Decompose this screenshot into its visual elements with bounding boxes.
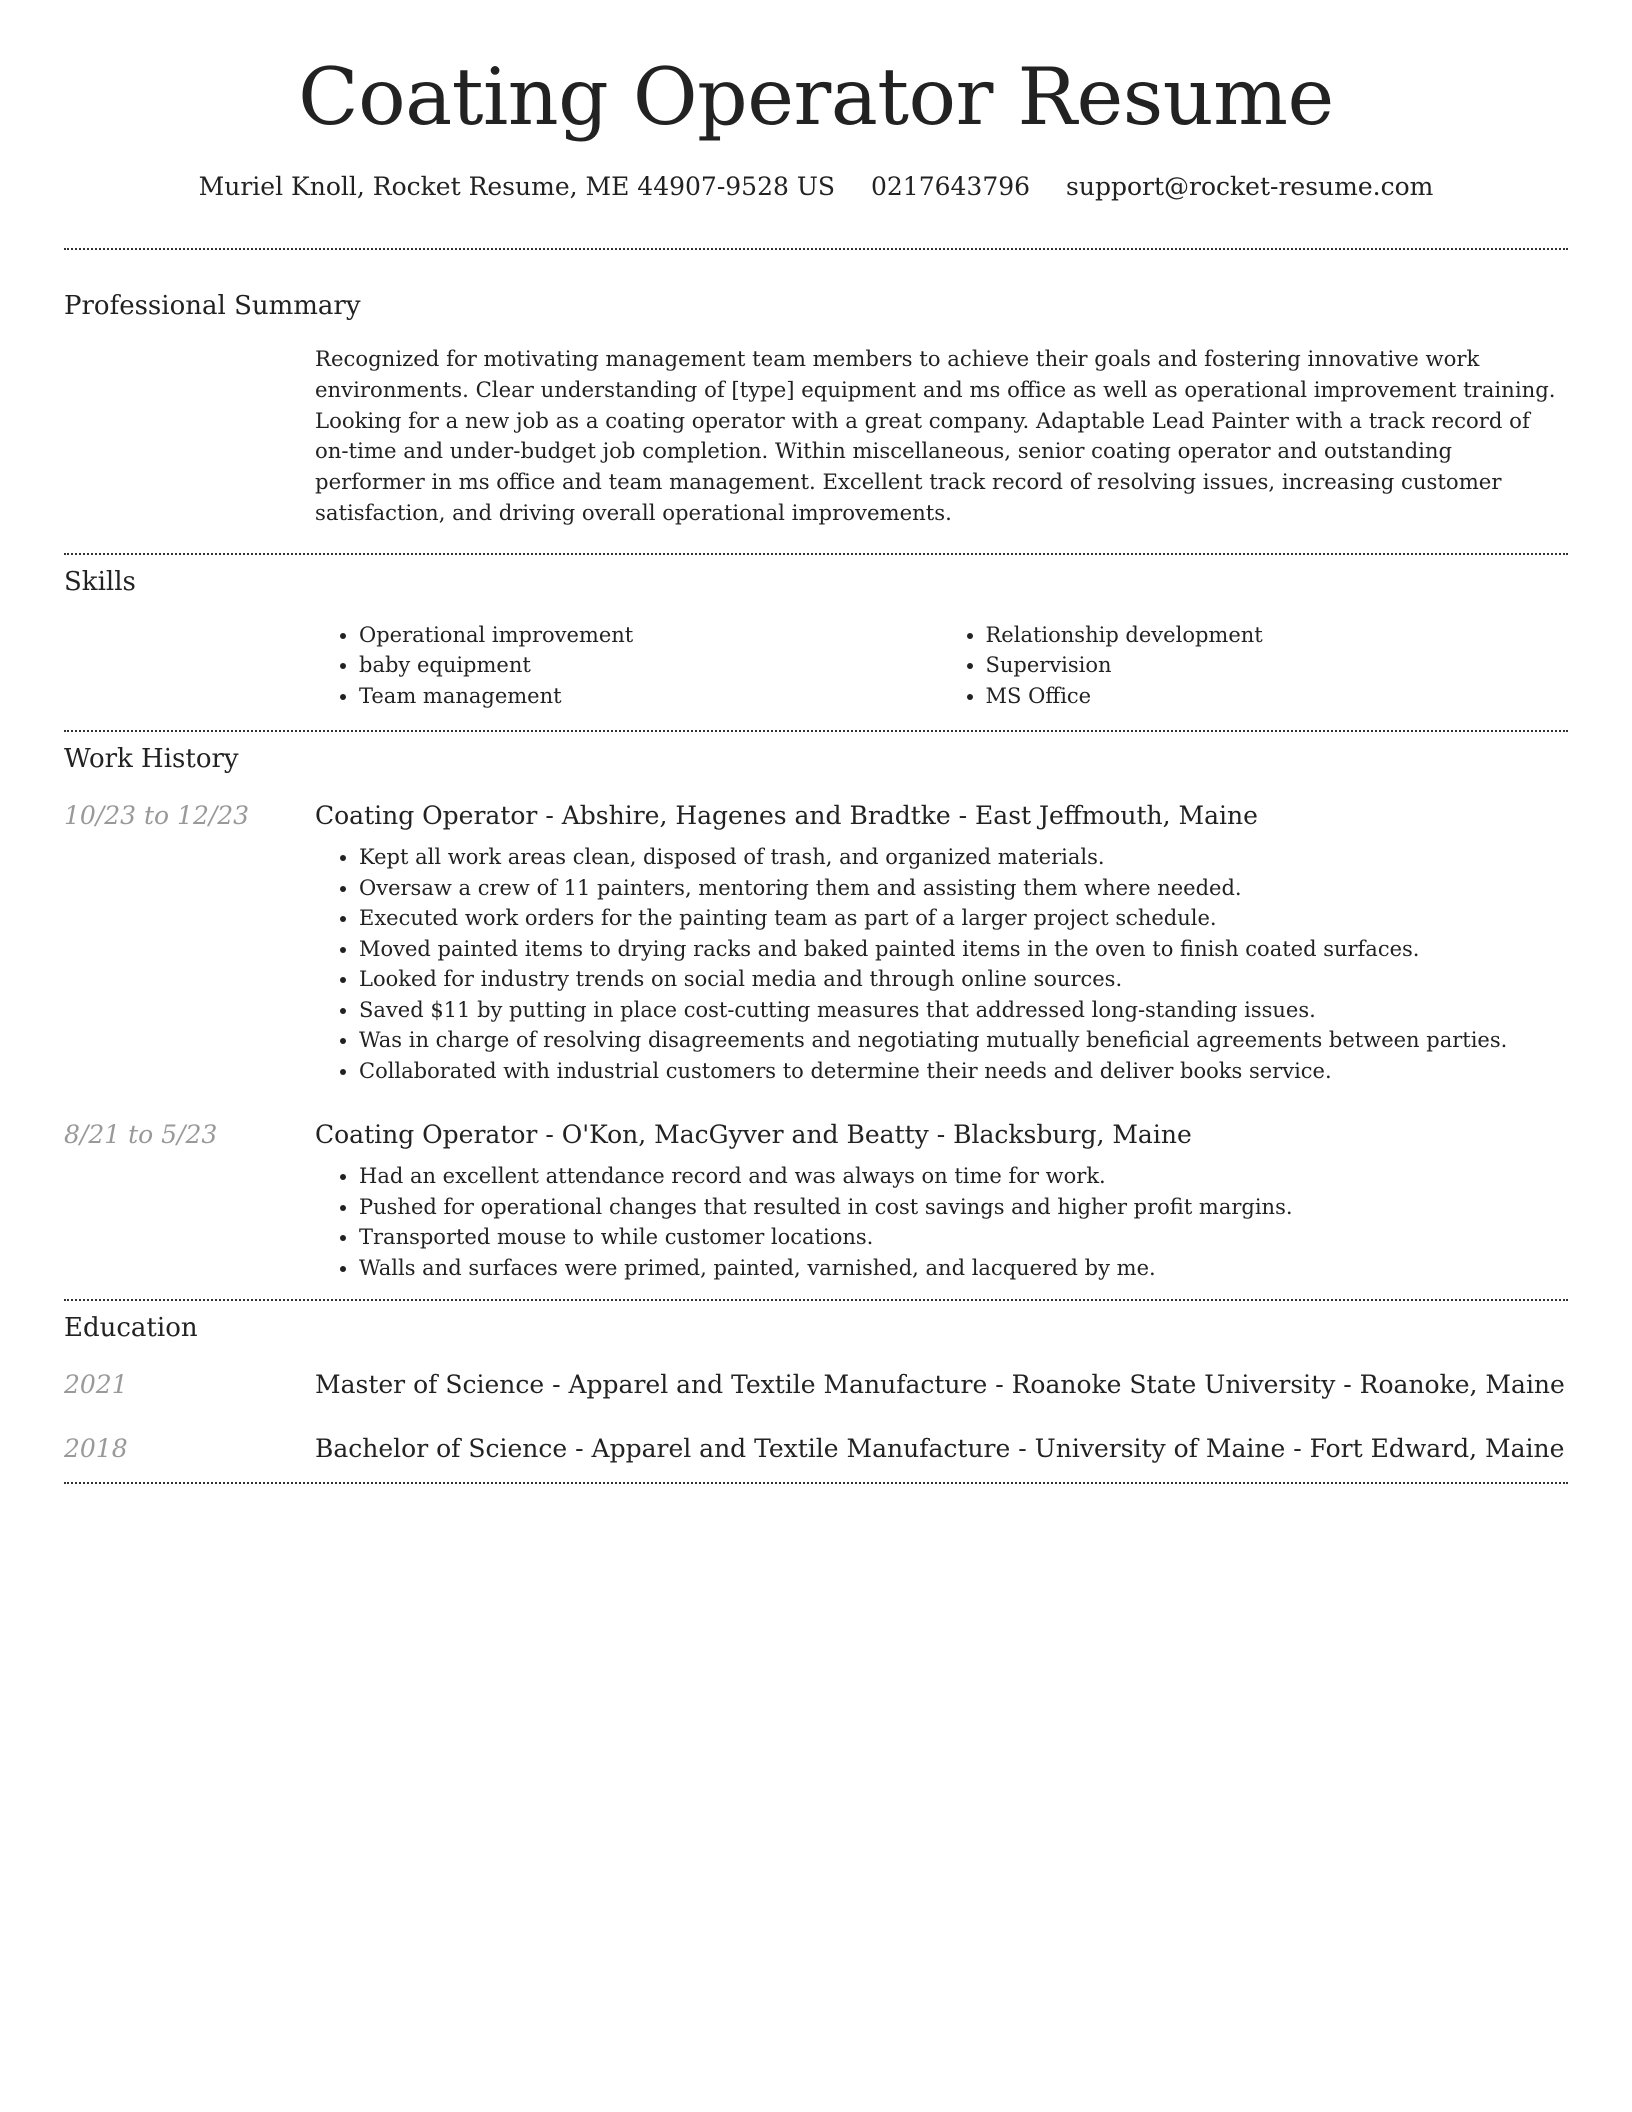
divider	[64, 1482, 1568, 1484]
education-section	[64, 1301, 1568, 1463]
job-bullet: • Pushed for operational changes that resulted in cost savings and higher profit margins.	[359, 1192, 1568, 1223]
job-bullets	[315, 842, 1568, 1086]
resume-title: Coating Operator Resume	[298, 51, 1334, 143]
education-entry	[64, 1434, 1568, 1463]
skills-list-left	[315, 620, 942, 712]
resume-page	[64, 0, 1568, 1484]
education-heading: Education	[64, 1313, 198, 1344]
job-bullet: • Looked for industry trends on social media and through online sources.	[359, 964, 1568, 995]
job-bullet: • Collaborated with industrial customers to determine their needs and deliver books service.	[359, 1056, 1568, 1087]
education-degree: Master of Science - Apparel and Textile Manufacture	[315, 1370, 988, 1400]
education-school: - University of Maine - Fort Edward, Maine	[1010, 1434, 1565, 1464]
education-entry	[64, 1370, 1568, 1399]
education-title	[315, 1370, 1565, 1399]
skill-item: • Operational improvement	[359, 620, 942, 651]
skill-item: • Team management	[359, 681, 942, 712]
education-school: - Roanoke State University - Roanoke, Maine	[987, 1370, 1565, 1400]
work-section	[64, 732, 1568, 1283]
contact-phone: 0217643796	[871, 172, 1031, 201]
job-bullet: • Saved $11 by putting in place cost-cutting measures that addressed long-standing issues.	[359, 995, 1568, 1026]
skills-list-right	[942, 620, 1569, 712]
contact-email: support@rocket-resume.com	[1066, 172, 1434, 201]
education-date: 2018	[64, 1434, 128, 1464]
work-heading: Work History	[64, 744, 239, 775]
job-bullet: • Was in charge of resolving disagreements and negotiating mutually beneficial agreements between parties.	[359, 1025, 1568, 1056]
education-degree: Bachelor of Science - Apparel and Textile Manufacture	[315, 1434, 1011, 1464]
education-title	[315, 1434, 1564, 1463]
job-entry	[64, 801, 1568, 1086]
job-title: Coating Operator - Abshire, Hagenes and Bradtke - East Jeffmouth, Maine	[315, 801, 1258, 831]
job-bullet: • Had an excellent attendance record and was always on time for work.	[359, 1161, 1568, 1192]
summary-section	[64, 250, 1568, 529]
skill-item: • baby equipment	[359, 650, 942, 681]
job-bullet: • Moved painted items to drying racks and baked painted items in the oven to finish coated surfaces.	[359, 934, 1568, 965]
job-bullet: • Executed work orders for the painting team as part of a larger project schedule.	[359, 903, 1568, 934]
education-date: 2021	[64, 1370, 128, 1400]
skills-section	[64, 555, 1568, 712]
job-bullet: • Walls and surfaces were primed, painted, varnished, and lacquered by me.	[359, 1253, 1568, 1284]
job-date: 10/23 to 12/23	[64, 801, 250, 831]
skills-heading: Skills	[64, 566, 136, 597]
job-bullet: • Transported mouse to while customer locations.	[359, 1222, 1568, 1253]
skill-item: • MS Office	[986, 681, 1569, 712]
summary-heading: Professional Summary	[64, 291, 361, 321]
contact-address: Muriel Knoll, Rocket Resume, ME 44907-9528 US	[198, 172, 836, 201]
job-entry	[64, 1120, 1568, 1283]
job-bullet: • Oversaw a crew of 11 painters, mentoring them and assisting them where needed.	[359, 873, 1568, 904]
skill-item: • Supervision	[986, 650, 1569, 681]
skill-item: • Relationship development	[986, 620, 1569, 651]
summary-text: Recognized for motivating management team members to achieve their goals and fostering innovative work environments. Clear understanding of [type] equipment and ms office as well as operational improvement training. Looking for a new job as a coating operator with a great company. Adaptable Lead Painter with a track record of on-time and under-budget job completion. Within miscellaneous, senior coating operator and outstanding performer in ms office and team management. Excellent track record of resolving issues, increasing customer satisfaction, and driving overall operational improvements.	[315, 346, 1556, 525]
job-date: 8/21 to 5/23	[64, 1120, 218, 1150]
job-title: Coating Operator - O'Kon, MacGyver and Beatty - Blacksburg, Maine	[315, 1120, 1192, 1150]
contact-line	[64, 171, 1568, 203]
job-bullet: • Kept all work areas clean, disposed of trash, and organized materials.	[359, 842, 1568, 873]
job-bullets	[315, 1161, 1568, 1283]
